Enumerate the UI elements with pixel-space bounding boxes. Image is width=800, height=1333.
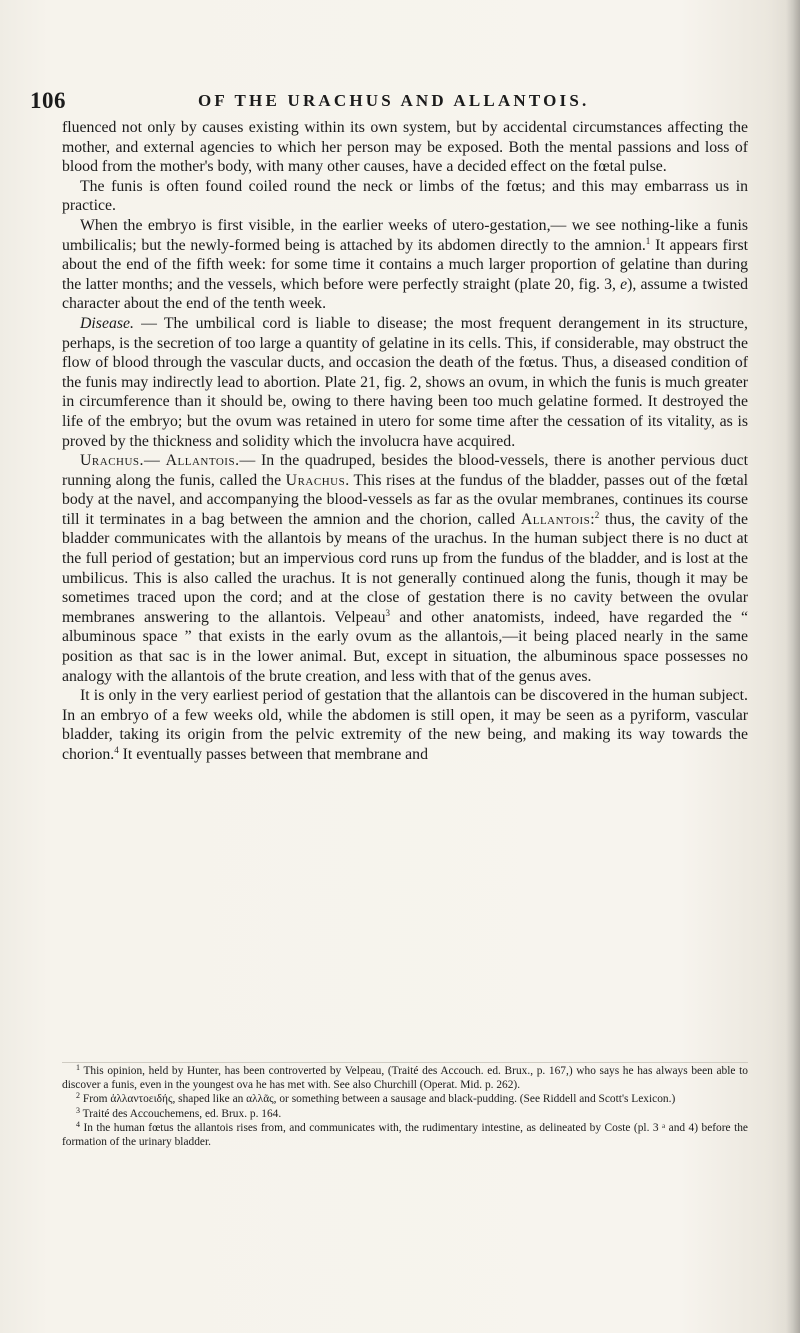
footnote-1 <box>62 1064 748 1092</box>
footnote-3-text: Traité des Accouchemens, ed. Brux. p. 164. <box>82 1107 282 1120</box>
paragraph-earliest-text-a: It is only in the very earliest period of gestation that the allantois can be discovered in the human subject. In an embryo of a few weeks old, while the abdomen is still open, it may be seen as a pyriform, vascular bladder, taking its origin from the pelvic extremity of the new being, and making its way towards the chorion. <box>62 687 748 763</box>
paragraph-urachus <box>62 451 748 686</box>
paragraph-urachus-text-c: thus, the cavity of the bladder communicates with the allantois by means of the urachus. In the human subject there is no duct at the full period of gestation; but an impervious cord runs up from the fundus of the bladder, and is lost at the umbilicus. This is also called the urachus. It is not generally continued along the funis, though it may be sometimes traced upon the cord; and at the close of gestation there is no cavity between the ovular membranes answering to the allantois. Velpeau <box>62 510 748 626</box>
term-colon: : <box>590 510 595 528</box>
paragraph-3 <box>62 216 748 314</box>
section-heading-disease: Disease. <box>80 314 134 332</box>
footnote-1-text: This opinion, held by Hunter, has been controverted by Velpeau, (Traité des Accouch. ed. Brux., p. 167,) who says he has always been able to discover a funis, even in the youngest ova he has met with. See also Churchill (Operat. Mid. p. 262). <box>62 1065 748 1092</box>
footnote-2 <box>62 1092 748 1106</box>
paragraph-earliest-text-b: It eventually passes between that membrane and <box>118 746 428 763</box>
term-urachus: Urachus <box>285 471 346 489</box>
page-edge-shadow <box>786 0 800 1333</box>
footnote-2-mark: 2 <box>76 1091 80 1101</box>
footnotes <box>62 1064 748 1149</box>
paragraph-3-text-a: When the embryo is first visible, in the earlier weeks of utero-gestation,— we see nothing-like a funis umbilicalis; but the newly-formed being is attached by its abdomen directly to the amnion. <box>62 216 748 254</box>
footnote-4-mark: 4 <box>76 1119 80 1129</box>
footnote-3-mark: 3 <box>76 1105 80 1115</box>
page-header <box>30 88 770 118</box>
body-text <box>62 118 748 765</box>
footnote-4-text: In the human fœtus the allantois rises from, and communicates with, the rudimentary intestine, as delineated by Coste (pl. 3 ᵃ and 4) before the formation of the urinary bladder. <box>62 1121 748 1149</box>
page-number: 106 <box>30 88 66 113</box>
paragraph-urachus-text-b: . This rises at the fundus of the bladder, passes out of the fœtal body at the navel, and accompanying the blood-vessels as far as the ovular membranes, continues its course till it terminates in a bag between the amnion and the chorion, called <box>62 471 748 528</box>
paragraph-3-text-b: It appears first about the end of the fifth week: for some time it contains a much larger proportion of gelatine than during the latter months; and the vessels, which before were perfectly straight (plate 20, fig. 3, <box>62 236 748 293</box>
section-heading-urachus-allantois: Urachus.— Allantois. <box>80 452 240 470</box>
footnote-divider <box>62 1062 748 1063</box>
running-title: OF THE URACHUS AND ALLANTOIS. <box>198 91 590 110</box>
paragraph-3-text-c: ), assume a twisted character about the end of the tenth week. <box>62 275 748 313</box>
footnote-ref-2[interactable]: 2 <box>594 509 600 520</box>
footnote-ref-4[interactable]: 4 <box>114 745 119 755</box>
footnote-3 <box>62 1107 748 1121</box>
paragraph-disease <box>62 314 748 451</box>
footnote-ref-3[interactable]: 3 <box>385 607 390 618</box>
paragraph-disease-text: — The umbilical cord is liable to disease; the most frequent derangement in its structure, perhaps, is the secretion of too large a quantity of gelatine in its cells. This, if considerable, may obstruct the flow of blood through the vascular ducts, and occasion the death of the fœtus. Thus, a diseased condition of the funis may indirectly lead to abortion. Plate 21, fig. 2, shows an ovum, in which the funis is much greater in circumference than it should be, owing to there having been too much gelatine formed. It destroyed the life of the embryo; but the ovum was retained in utero for some time after the cessation of its vitality, as is proved by the thickness and solidity which the involucra have acquired. <box>62 314 748 450</box>
paragraph-urachus-text-a: — In the quadruped, besides the blood-vessels, there is another pervious duct running along the funis, called the <box>62 452 748 489</box>
paragraph-2-text: The funis is often found coiled round the neck or limbs of the fœtus; and this may embarrass us in practice. <box>62 177 748 215</box>
footnote-2-text: From ἀλλαντοειδής, shaped like an αλλᾶς, or something between a sausage and black-pudding. (See Riddell and Scott's Lexicon.) <box>82 1093 676 1106</box>
paragraph-1-text: fluenced not only by causes existing within its own system, but by accidental circumstances affecting the mother, and external agencies to which her person may be exposed. Both the mental passions and loss of blood from the mother's body, with many other causes, have a decided effect on the fœtal pulse. <box>62 119 748 176</box>
paragraph-urachus-text-d: and other anatomists, indeed, have regarded the “ albuminous space ” that exists in the early ovum as the allantois,—it being placed nearly in the same position as that sac is in the lower animal. But, except in situation, the albuminous space possesses no analogy with the allantois of the brute creation, and less with that of the genus aves. <box>62 608 748 685</box>
figure-label-e: e <box>620 275 628 293</box>
paragraph-1 <box>62 118 748 177</box>
paragraph-2 <box>62 177 748 216</box>
footnote-ref-1[interactable]: 1 <box>645 235 651 246</box>
footnote-1-mark: 1 <box>76 1063 80 1072</box>
paragraph-earliest-period <box>62 686 748 764</box>
term-allantois: Allantois <box>520 510 591 528</box>
footnote-4 <box>62 1121 748 1149</box>
